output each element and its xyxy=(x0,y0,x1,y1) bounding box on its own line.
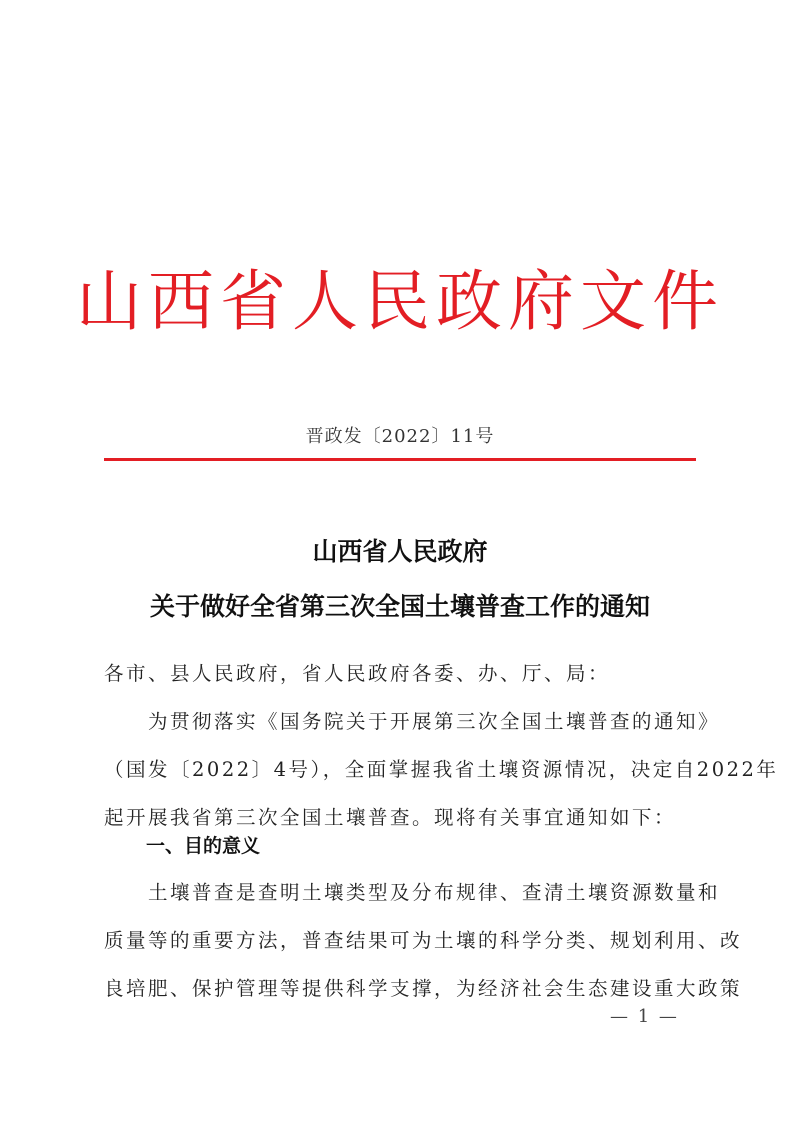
red-divider-line xyxy=(104,458,696,461)
document-number: 晋政发〔2022〕11号 xyxy=(305,426,495,447)
body-line: （国发〔2022〕4号），全面掌握我省土壤资源情况，决定自2022年 xyxy=(104,758,779,781)
document-title-issuer: 山西省人民政府 xyxy=(312,537,488,566)
section-heading: 一、目的意义 xyxy=(146,835,261,857)
section-body-line: 土壤普查是查明土壤类型及分布规律、查清土壤资源数量和 xyxy=(104,881,721,904)
section-body-line: 良培肥、保护管理等提供科学支撑，为经济社会生态建设重大政策 xyxy=(104,977,743,1000)
body-line: 起开展我省第三次全国土壤普查。现将有关事宜通知如下： xyxy=(104,806,677,829)
document-masthead: 山西省人民政府文件 xyxy=(76,263,724,340)
document-title-subject: 关于做好全省第三次全国土壤普查工作的通知 xyxy=(149,592,650,621)
body-line: 为贯彻落实《国务院关于开展第三次全国土壤普查的通知》 xyxy=(104,710,721,733)
page-number: — 1 — xyxy=(610,1006,679,1027)
salutation: 各市、县人民政府，省人民政府各委、办、厅、局： xyxy=(104,662,611,685)
section-body-line: 质量等的重要方法，普查结果可为土壤的科学分类、规划利用、改 xyxy=(104,929,743,952)
